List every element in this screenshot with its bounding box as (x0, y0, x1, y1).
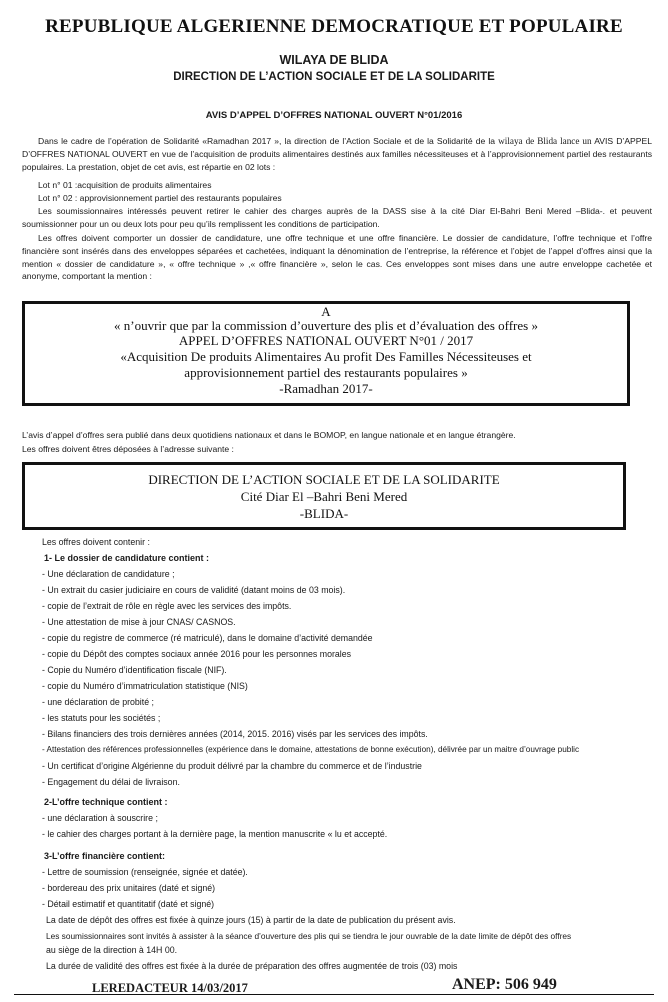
redacteur-signature: LEREDACTEUR 14/03/2017 (92, 981, 248, 995)
intro-text-b: wilaya de Blida lance un (498, 136, 592, 146)
intro-text-c: AVIS D’APPEL D’OFFRES NATIONAL OUVERT en vue de l’acquisition de produits alimentaires destinés aux familles nécessiteuses et à l’approvisionnement partiel des restaurants populaires. La prestation, objet de cet avis, est répartie en 02 lots : (22, 136, 653, 172)
list-item: - copie du registre de commerce (ré matriculé), dans le domaine d’activité demandée (42, 633, 373, 643)
box2-line-1: DIRECTION DE L’ACTION SOCIALE ET DE LA SOLIDARITE (148, 472, 500, 487)
lot-1: Lot n° 01 :acquisition de produits alimentaires (38, 180, 212, 190)
list-item: - Lettre de soumission (renseignée, signée et datée). (42, 867, 248, 877)
list-item: - bordereau des prix unitaires (daté et signé) (42, 883, 216, 893)
section-3-title: 3-L’offre financière contient: (44, 851, 166, 861)
list-item: - copie de l’extrait de rôle en règle avec les services des impôts. (42, 601, 292, 611)
republic-heading: REPUBLIQUE ALGERIENNE DEMOCRATIQUE ET POPULAIRE (45, 16, 623, 37)
closing-seance-text-b: au siège de la direction à 14H 00. (46, 945, 178, 955)
closing-seance-text-a: Les soumissionnaires sont invités à assister à la séance d’ouverture des plis qui se tiendra le jour ouvrable de la date limite de dépôt des offres (46, 931, 572, 941)
deposit-text: Les offres doivent êtres déposées à l’adresse suivante : (22, 444, 234, 454)
address-box (22, 462, 626, 530)
avis-title: AVIS D’APPEL D’OFFRES NATIONAL OUVERT N°01/2016 (205, 110, 463, 121)
contenu-offres-paragraph: Les offres doivent comporter un dossier de candidature, une offre technique et une offre financière. Le dossier de candidature, l’offre technique et l’offre financière sont insérés dans des enveloppes séparées et cachetées, indiquant la dénomination de l’entreprise, la référence et l’objet de l’appel d’offres ainsi que la mention « dossier de candidature », « offre technique » ,« offre financière », selon le cas. Ces enveloppes sont mises dans une autre enveloppe cachetée et anonyme, comportant la mention : (22, 233, 652, 282)
closing-date-text: La date de dépôt des offres est fixée à quinze jours (15) à partir de la date de publication du présent avis. (46, 915, 456, 925)
box1-line-2: « n’ouvrir que par la commission d’ouverture des plis et d’évaluation des offres » (114, 318, 538, 333)
box1-line-3: APPEL D’OFFRES NATIONAL OUVERT N°01 / 2017 (178, 333, 474, 348)
list-item: - le cahier des charges portant à la dernière page, la mention manuscrite « lu et accepté. (42, 829, 388, 839)
list-item: - Attestation des références professionnelles (expérience dans le domaine, attestations de bonne exécution), délivrée par un maitre d’ouvrage public (42, 745, 580, 754)
list-item: - Une attestation de mise à jour CNAS/ CASNOS. (42, 617, 236, 627)
box1-line-6: -Ramadhan 2017- (279, 381, 373, 396)
envelope-mention-box (22, 301, 630, 406)
box1-line-5: approvisionnement partiel des restaurants populaires » (184, 365, 468, 380)
direction-heading: DIRECTION DE L’ACTION SOCIALE ET DE LA SOLIDARITE (173, 71, 495, 83)
publication-text: L’avis d’appel d’offres sera publié dans deux quotidiens nationaux et dans le BOMOP, en langue nationale et en langue étrangère. (22, 430, 516, 440)
box1-line-4: «Acquisition De produits Alimentaires Au profit Des Familles Nécessiteuses et (120, 349, 532, 364)
list-item: - les statuts pour les sociétés ; (42, 713, 161, 723)
list-item: - Engagement du délai de livraison. (42, 777, 180, 787)
list-item: - Un certificat d’origine Algérienne du produit délivré par la chambre du commerce et de l’industrie (42, 761, 422, 771)
retrait-paragraph: Les soumissionnaires intéressés peuvent retirer le cahier des charges auprès de la DASS sise à la cité Diar El-Bahri Beni Mered –Blida-. et peuvent soumissionner pour un ou deux lots pour peu qu’ils remplissent les conditions de participation. (22, 206, 652, 229)
wilaya-heading: WILAYA DE BLIDA (279, 53, 389, 67)
list-item: - une déclaration à souscrire ; (42, 813, 158, 823)
list-item: - Une déclaration de candidature ; (42, 569, 175, 579)
section-1-title: 1- Le dossier de candidature contient : (44, 553, 210, 563)
box1-line-1: A (321, 304, 331, 319)
list-item: - Copie du Numéro d’identification fiscale (NIF). (42, 665, 227, 675)
lot-2: Lot n° 02 : approvisionnement partiel des restaurants populaires (38, 193, 282, 203)
box2-line-3: -BLIDA- (299, 506, 349, 521)
intro-text-a: Dans le cadre de l’opération de Solidarité «Ramadhan 2017 », la direction de l’Action Sociale et de la Solidarité de la (38, 136, 496, 146)
list-item: - Bilans financiers des trois dernières années (2014, 2015. 2016) visés par les services des impôts. (42, 729, 428, 739)
list-item: - copie du Dépôt des comptes sociaux année 2016 pour les personnes morales (42, 649, 352, 659)
contents-intro: Les offres doivent contenir : (42, 537, 150, 547)
anep-reference: ANEP: 506 949 (452, 976, 557, 993)
list-item: - Un extrait du casier judiciaire en cours de validité (datant moins de 03 mois). (42, 585, 346, 595)
list-item: - copie du Numéro d’immatriculation statistique (NIS) (42, 681, 248, 691)
box2-line-2: Cité Diar El –Bahri Beni Mered (240, 489, 408, 504)
list-item: - Détail estimatif et quantitatif (daté et signé) (42, 899, 215, 909)
intro-paragraph (22, 135, 652, 173)
footer-divider (14, 994, 654, 995)
closing-validity-text: La durée de validité des offres est fixée à la durée de préparation des offres augmentée de trois (03) mois (46, 961, 458, 971)
list-item: - une déclaration de probité ; (42, 697, 154, 707)
section-2-title: 2-L’offre technique contient : (44, 797, 168, 807)
